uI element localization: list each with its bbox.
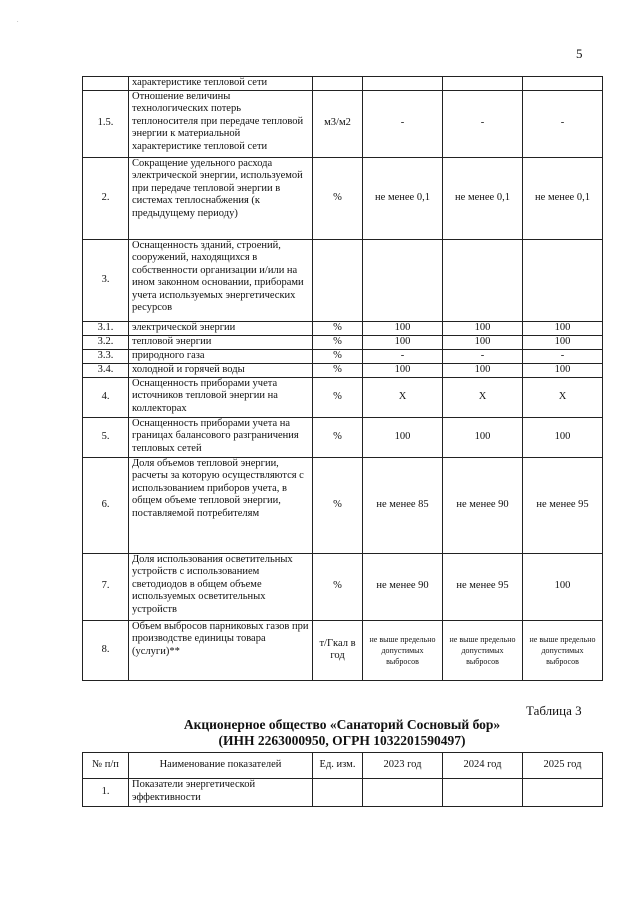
row-number: 1. xyxy=(83,779,129,807)
value-2025: 100 xyxy=(523,335,603,349)
indicator-name: Оснащенность приборами учета на границах балансового разграничения тепловых сетей xyxy=(129,417,313,457)
unit xyxy=(313,77,363,91)
unit: % xyxy=(313,363,363,377)
row-number: 6. xyxy=(83,457,129,553)
value-2023 xyxy=(363,77,443,91)
row-number: 2. xyxy=(83,157,129,239)
value-2024: не менее 0,1 xyxy=(443,157,523,239)
header-unit: Ед. изм. xyxy=(313,753,363,779)
value-2023: не выше предельно допустимых выбросов xyxy=(363,620,443,680)
value-2024: 100 xyxy=(443,335,523,349)
value-2024 xyxy=(443,77,523,91)
value-2025 xyxy=(523,77,603,91)
row-number: 3.2. xyxy=(83,335,129,349)
unit: % xyxy=(313,377,363,417)
row-number: 3.4. xyxy=(83,363,129,377)
value-2025: 100 xyxy=(523,553,603,620)
row-number: 3.3. xyxy=(83,349,129,363)
row-number: 3. xyxy=(83,239,129,321)
table-row xyxy=(83,321,603,335)
row-number xyxy=(83,77,129,91)
value-2023: 100 xyxy=(363,321,443,335)
row-number: 1.5. xyxy=(83,90,129,157)
unit xyxy=(313,779,363,807)
table-caption: Таблица 3 xyxy=(526,703,582,718)
table-row xyxy=(83,377,603,417)
value-2025: 100 xyxy=(523,363,603,377)
unit: % xyxy=(313,457,363,553)
unit: % xyxy=(313,157,363,239)
value-2023: не менее 90 xyxy=(363,553,443,620)
indicator-name: электрической энергии xyxy=(129,321,313,335)
table-row xyxy=(83,417,603,457)
row-number: 4. xyxy=(83,377,129,417)
page-number: 5 xyxy=(576,46,583,61)
unit: % xyxy=(313,349,363,363)
value-2023: не менее 85 xyxy=(363,457,443,553)
unit: % xyxy=(313,417,363,457)
table-row xyxy=(83,349,603,363)
table-row xyxy=(83,620,603,680)
value-2024: не менее 95 xyxy=(443,553,523,620)
indicator-name: холодной и горячей воды xyxy=(129,363,313,377)
indicator-name: тепловой энергии xyxy=(129,335,313,349)
value-2025 xyxy=(523,779,603,807)
indicator-name: Отношение величины технологических потерь теплоносителя при передаче тепловой энергии к материальной характеристике тепловой сети xyxy=(129,90,313,157)
indicator-name: характеристике тепловой сети xyxy=(129,77,313,91)
header-2023: 2023 год xyxy=(363,753,443,779)
value-2025: - xyxy=(523,90,603,157)
row-number: 7. xyxy=(83,553,129,620)
value-2025: не менее 95 xyxy=(523,457,603,553)
row-number: 3.1. xyxy=(83,321,129,335)
value-2024: не выше предельно допустимых выбросов xyxy=(443,620,523,680)
header-2024: 2024 год xyxy=(443,753,523,779)
value-2023: - xyxy=(363,90,443,157)
value-2023: 100 xyxy=(363,417,443,457)
table-header-row xyxy=(83,753,603,779)
value-2023 xyxy=(363,239,443,321)
scan-dot: . xyxy=(17,18,19,24)
value-2023: 100 xyxy=(363,363,443,377)
value-2023: не менее 0,1 xyxy=(363,157,443,239)
indicator-name: Сокращение удельного расхода электрической энергии, используемой при передаче тепловой энергии в системах теплоснабжения (к предыдущему периоду) xyxy=(129,157,313,239)
value-2023 xyxy=(363,779,443,807)
value-2024 xyxy=(443,239,523,321)
table-row xyxy=(83,77,603,91)
value-2025 xyxy=(523,239,603,321)
indicator-name: Объем выбросов парниковых газов при производстве единицы товара (услуги)** xyxy=(129,620,313,680)
table-row xyxy=(83,779,603,807)
indicators-table-continued xyxy=(82,76,603,681)
value-2024: не менее 90 xyxy=(443,457,523,553)
unit xyxy=(313,239,363,321)
indicator-name: Оснащенность приборами учета источников тепловой энергии на коллекторах xyxy=(129,377,313,417)
organization-name: Акционерное общество «Санаторий Сосновый бор» xyxy=(183,717,501,732)
indicators-table-3 xyxy=(82,752,603,807)
table-row xyxy=(83,90,603,157)
value-2023: 100 xyxy=(363,335,443,349)
organization-title xyxy=(82,717,602,749)
value-2024: - xyxy=(443,90,523,157)
indicator-name: природного газа xyxy=(129,349,313,363)
indicator-name: Доля использования осветительных устройств с использованием светодиодов в общем объеме используемых осветительных устройств xyxy=(129,553,313,620)
value-2025: не выше предельно допустимых выбросов xyxy=(523,620,603,680)
value-2024 xyxy=(443,779,523,807)
value-2024: Х xyxy=(443,377,523,417)
indicator-name: Показатели энергетической эффективности xyxy=(129,779,313,807)
table-row xyxy=(83,457,603,553)
value-2025: - xyxy=(523,349,603,363)
header-number: № п/п xyxy=(83,753,129,779)
unit: м3/м2 xyxy=(313,90,363,157)
unit: % xyxy=(313,321,363,335)
unit: % xyxy=(313,553,363,620)
row-number: 8. xyxy=(83,620,129,680)
value-2025: 100 xyxy=(523,321,603,335)
indicator-name: Доля объемов тепловой энергии, расчеты за которую осуществляются с использованием приборов учета, в общем объеме тепловой энергии, поставляемой потребителям xyxy=(129,457,313,553)
value-2023: Х xyxy=(363,377,443,417)
organization-ids: (ИНН 2263000950, ОГРН 1032201590497) xyxy=(218,733,466,748)
value-2024: 100 xyxy=(443,321,523,335)
table-row xyxy=(83,363,603,377)
table-row xyxy=(83,157,603,239)
value-2023: - xyxy=(363,349,443,363)
indicator-name: Оснащенность зданий, строений, сооружений, находящихся в собственности организации и/или на ином законном основании, приборами учета используемых энергетических ресурсов xyxy=(129,239,313,321)
table-row xyxy=(83,553,603,620)
value-2024: 100 xyxy=(443,363,523,377)
table-row xyxy=(83,335,603,349)
table-row xyxy=(83,239,603,321)
value-2025: не менее 0,1 xyxy=(523,157,603,239)
value-2025: 100 xyxy=(523,417,603,457)
row-number: 5. xyxy=(83,417,129,457)
header-name: Наименование показателей xyxy=(129,753,313,779)
unit: % xyxy=(313,335,363,349)
value-2024: 100 xyxy=(443,417,523,457)
value-2024: - xyxy=(443,349,523,363)
header-2025: 2025 год xyxy=(523,753,603,779)
unit: т/Гкал в год xyxy=(313,620,363,680)
value-2025: Х xyxy=(523,377,603,417)
